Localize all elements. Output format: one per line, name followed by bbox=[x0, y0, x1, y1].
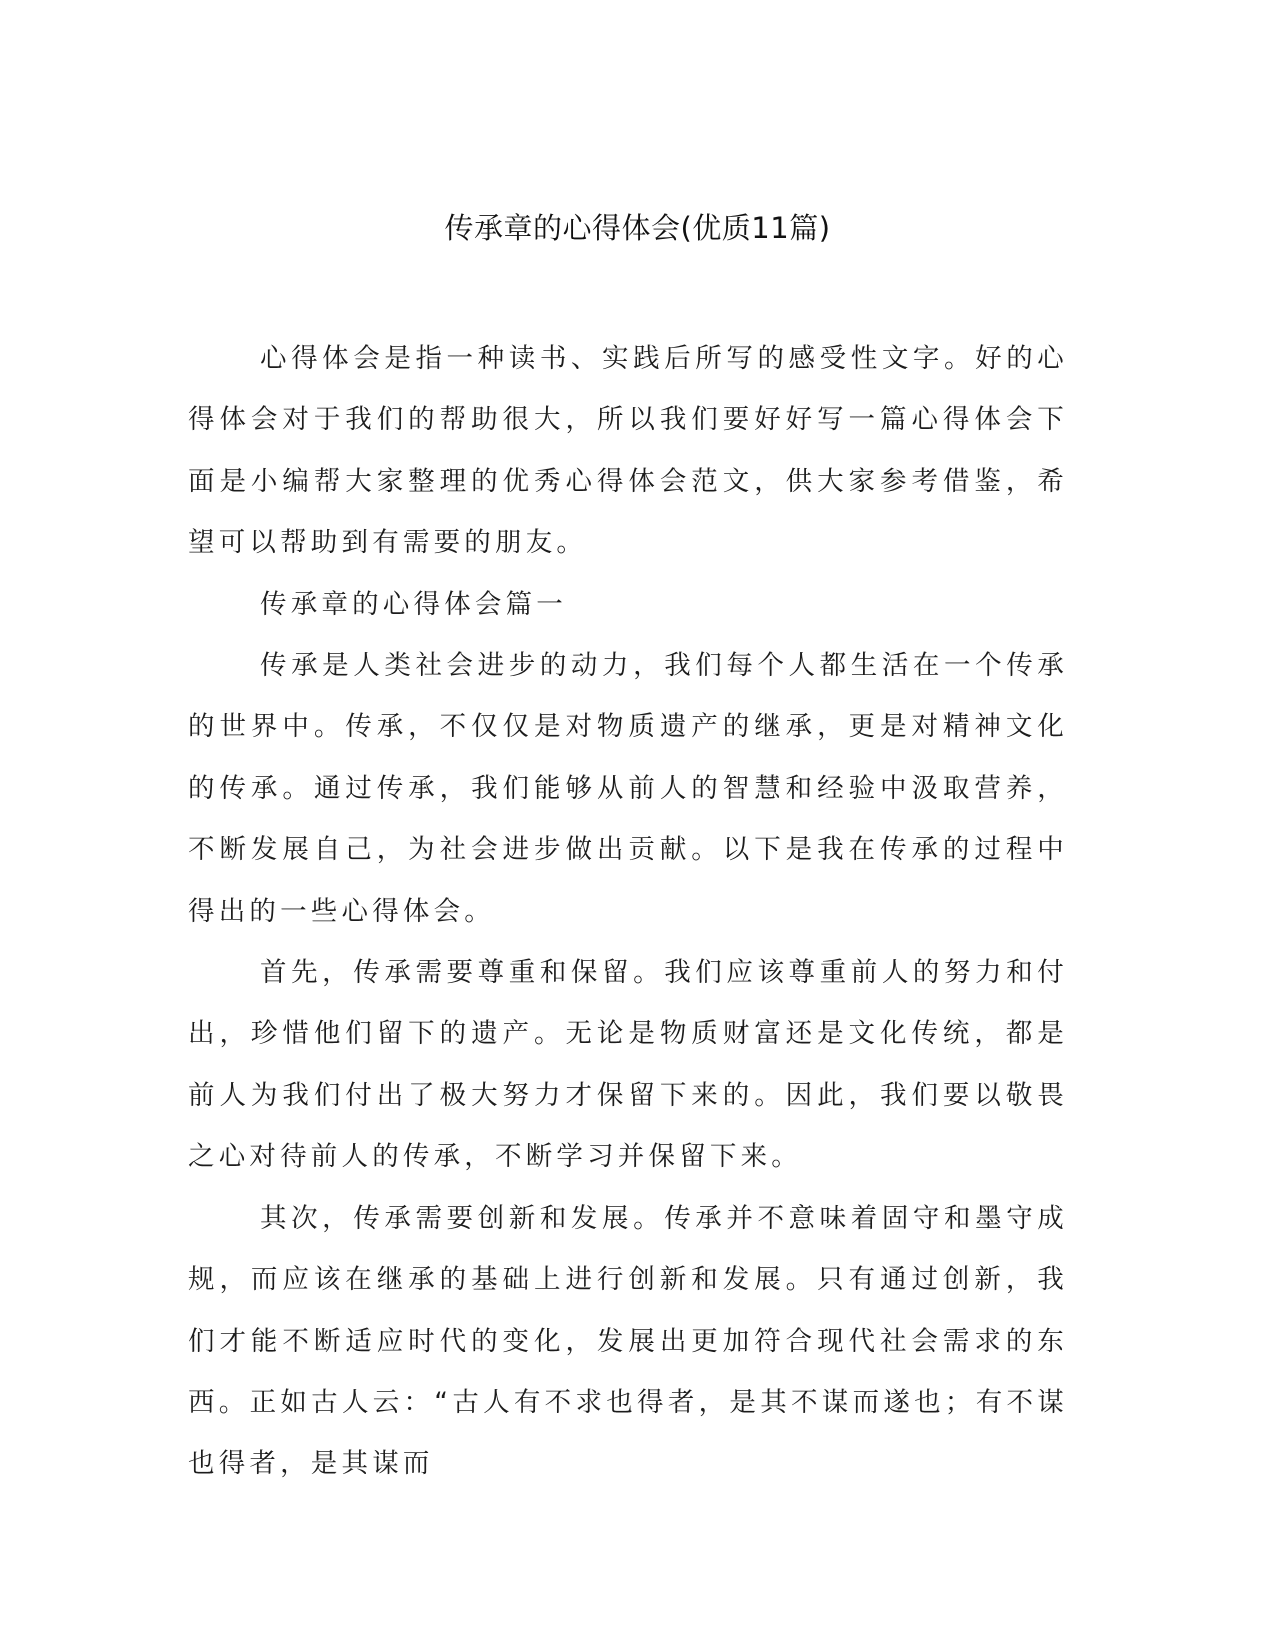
section-heading-1: 传承章的心得体会篇一 bbox=[260, 588, 567, 620]
document-title: 传承章的心得体会(优质11篇) bbox=[444, 211, 831, 245]
body-paragraph-2: 首先，传承需要尊重和保留。我们应该尊重前人的努力和付出，珍惜他们留下的遗产。无论是物质财富还是文化传统，都是前人为我们付出了极大努力才保留下来的。因此，我们要以敬畏之心对待前人的传承，不断学习并保留下来。 bbox=[188, 957, 1068, 1173]
body-paragraph-3: 其次，传承需要创新和发展。传承并不意味着固守和墨守成规，而应该在继承的基础上进行创新和发展。只有通过创新，我们才能不断适应时代的变化，发展出更加符合现代社会需求的东西。正如古人云：“古人有不求也得者，是其不谋而遂也；有不谋也得者，是其谋而 bbox=[188, 1202, 1068, 1480]
document-body bbox=[188, 328, 1068, 1495]
intro-paragraph: 心得体会是指一种读书、实践后所写的感受性文字。好的心得体会对于我们的帮助很大，所以我们要好好写一篇心得体会下面是小编帮大家整理的优秀心得体会范文，供大家参考借鉴，希望可以帮助到有需要的朋友。 bbox=[188, 343, 1068, 559]
body-paragraph-1: 传承是人类社会进步的动力，我们每个人都生活在一个传承的世界中。传承，不仅仅是对物质遗产的继承，更是对精神文化的传承。通过传承，我们能够从前人的智慧和经验中汲取营养，不断发展自己，为社会进步做出贡献。以下是我在传承的过程中得出的一些心得体会。 bbox=[188, 650, 1068, 927]
